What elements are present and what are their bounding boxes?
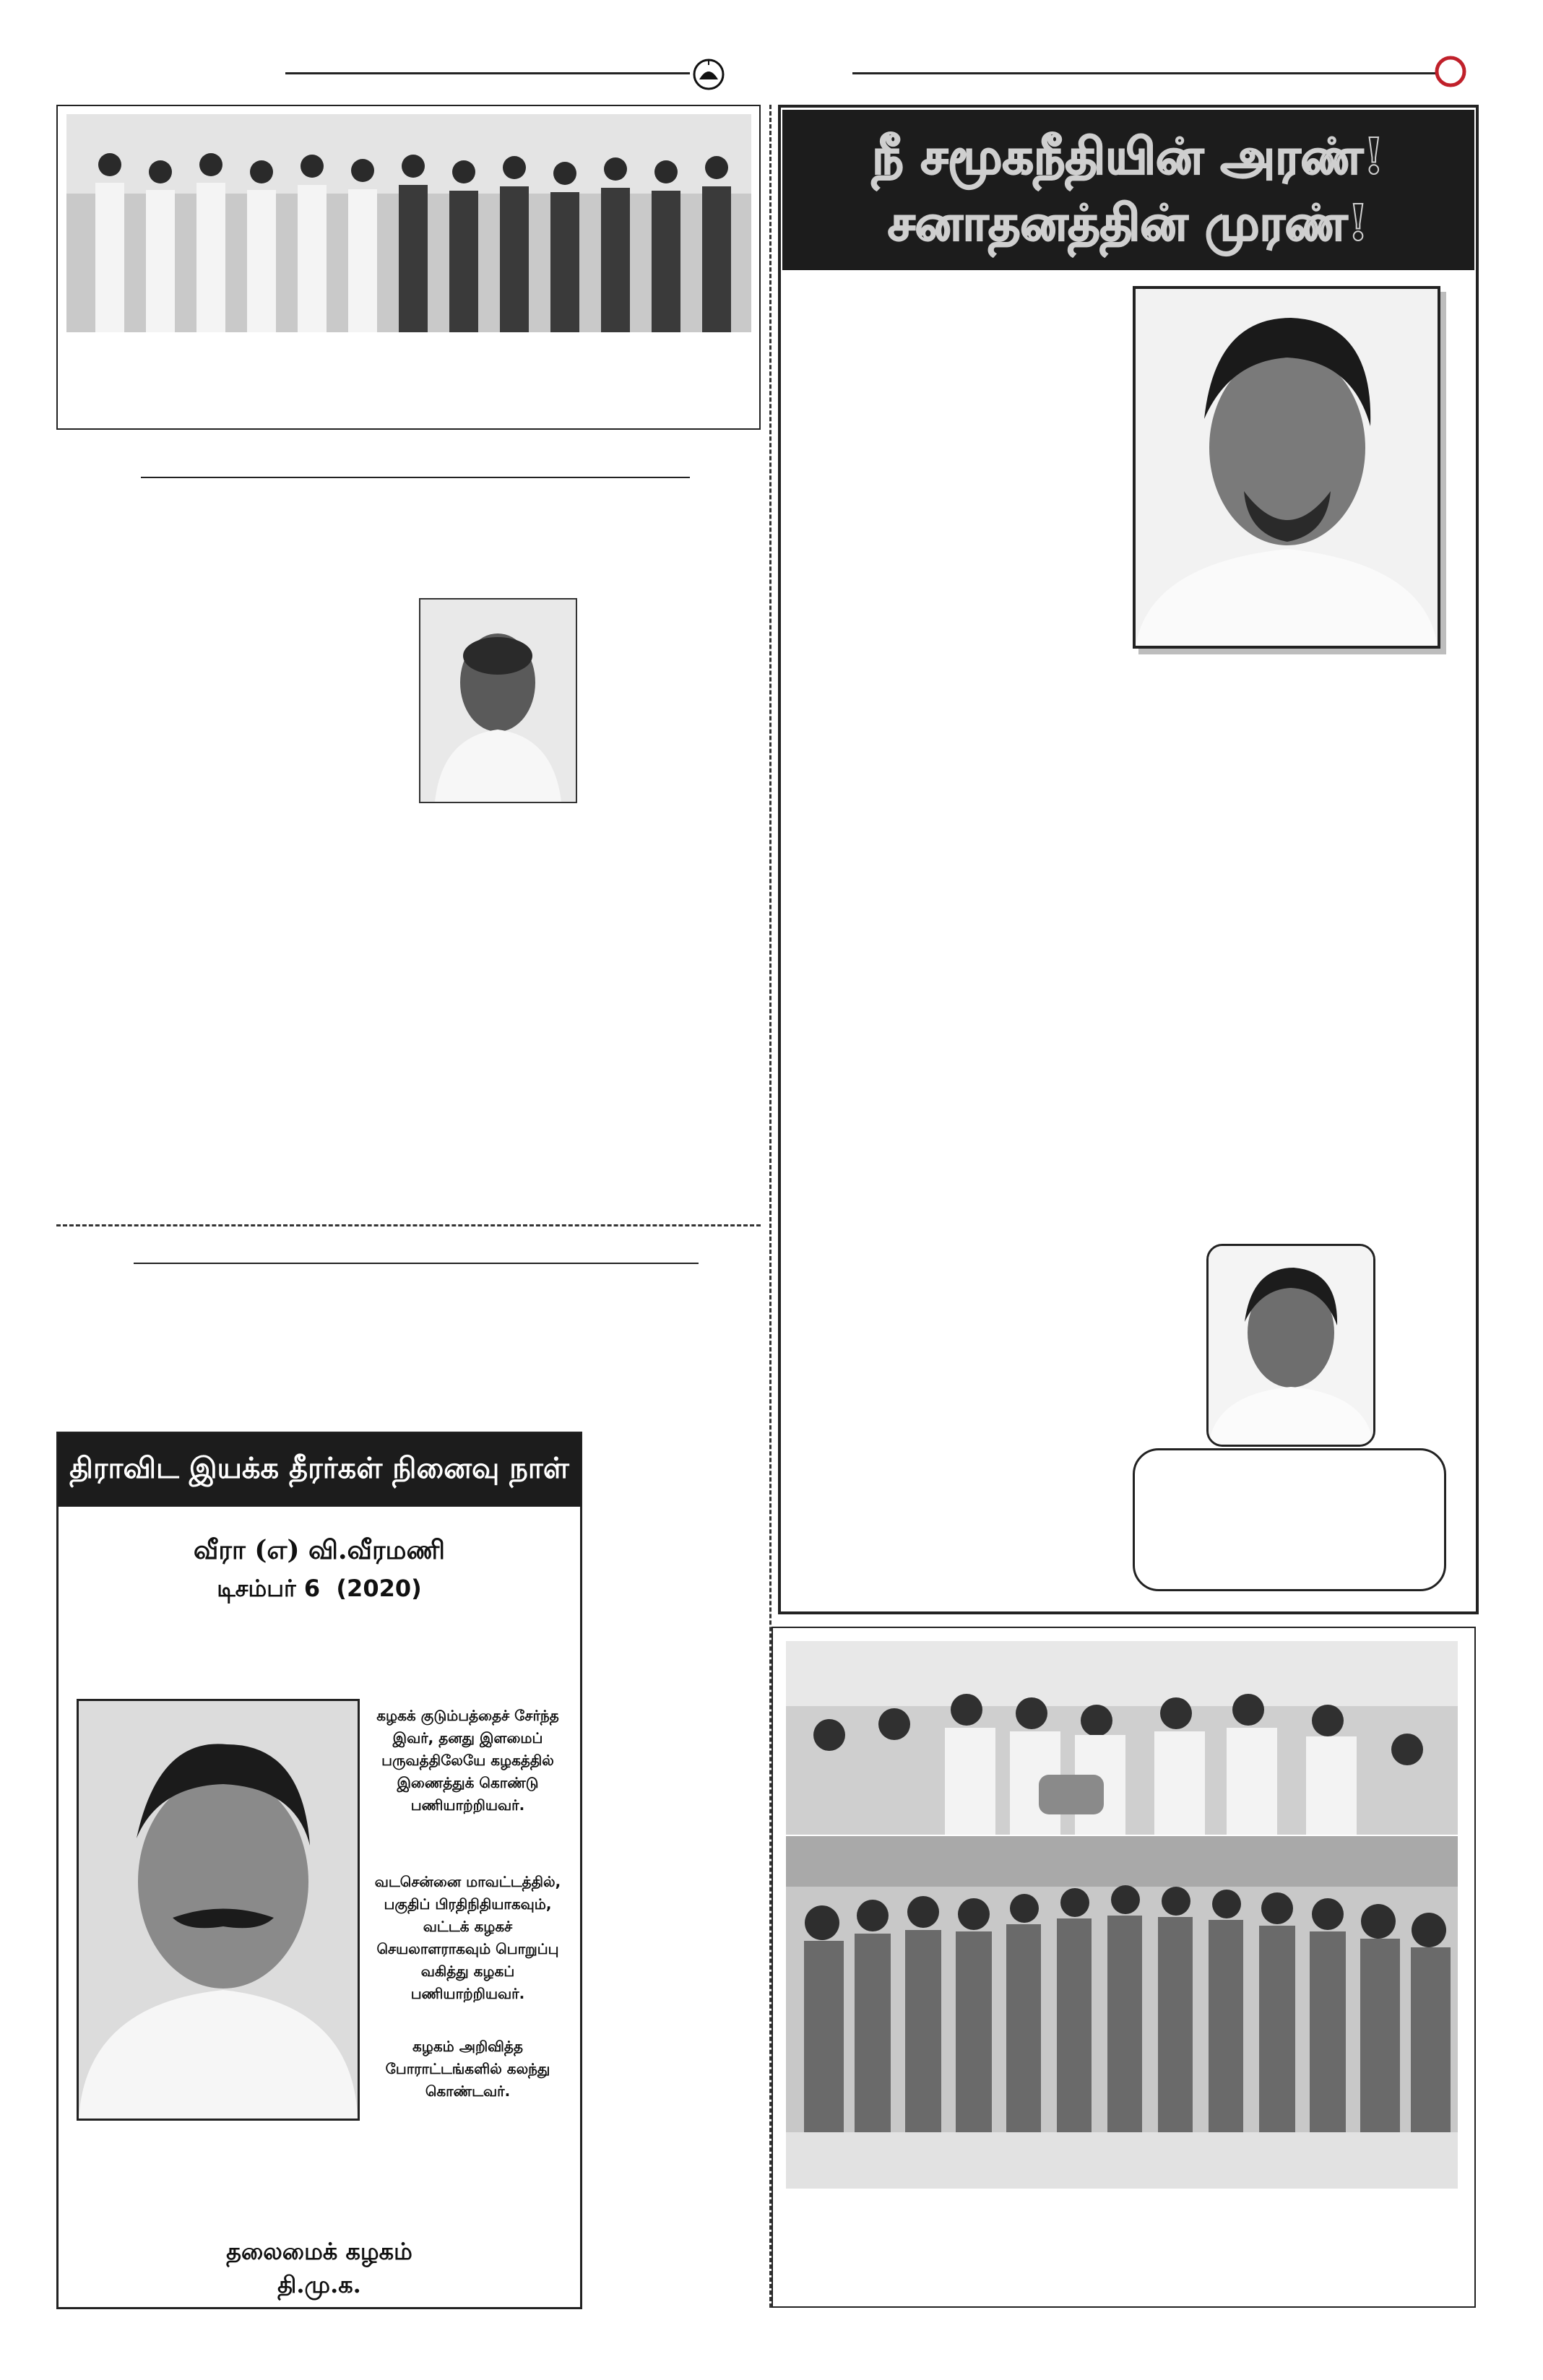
headline-line1: நீ சமூகநீதியின் அரண்! (872, 128, 1385, 186)
featured-portrait-photo (1133, 286, 1440, 649)
memorial-footer-line1: தலைமைக் கழகம் (226, 2238, 412, 2265)
rising-sun-emblem-icon (692, 58, 725, 91)
distribution-photo-bottom (786, 1836, 1458, 2189)
header-rule-right (852, 72, 1438, 74)
header-rule-left (285, 72, 690, 74)
memorial-portrait-photo (77, 1699, 360, 2121)
memorial-date: டிசம்பர் 6 (2020) (217, 1575, 422, 1602)
left-dashed-divider (56, 1224, 761, 1226)
caption-rounded-box (1133, 1448, 1446, 1591)
headline-line2: சனாதனத்தின் முரண்! (888, 194, 1369, 252)
leader-portrait-photo (419, 598, 577, 803)
page-circle-icon (1434, 55, 1467, 88)
memorial-banner (58, 1433, 581, 1507)
memorial-bio-2: வடசென்னை மாவட்டத்தில், பகுதிப் பிரதிநிதியாகவும், வட்டக் கழகச் செயலாளராகவும் பொறுப்பு வகித்து கழகப் பணியாற்றியவர். (374, 1873, 561, 2002)
distribution-photo-top (786, 1641, 1458, 1835)
memorial-banner-text: திராவிட இயக்க தீரர்கள் நினைவு நாள் (69, 1451, 569, 1485)
left-story2-rule (134, 1263, 699, 1264)
right-feature-headline (782, 110, 1474, 270)
group-event-photo (66, 114, 751, 332)
memorial-bio-3: கழகம் அறிவித்த போராட்டங்களில் கலந்து கொண்டவர். (385, 2038, 550, 2100)
memorial-bio-1: கழகக் குடும்பத்தைச் சேர்ந்த இவர், தனது இளமைப் பருவத்திலேயே கழகத்தில் இணைத்துக் கொண்டு பணியாற்றியவர். (376, 1707, 559, 1814)
memorial-name: வீரா (எ) வி.வீரமணி (193, 1535, 446, 1565)
left-story-rule (141, 477, 690, 478)
memorial-footer-line2: தி.மு.க. (277, 2271, 361, 2298)
small-portrait-photo (1206, 1244, 1375, 1447)
